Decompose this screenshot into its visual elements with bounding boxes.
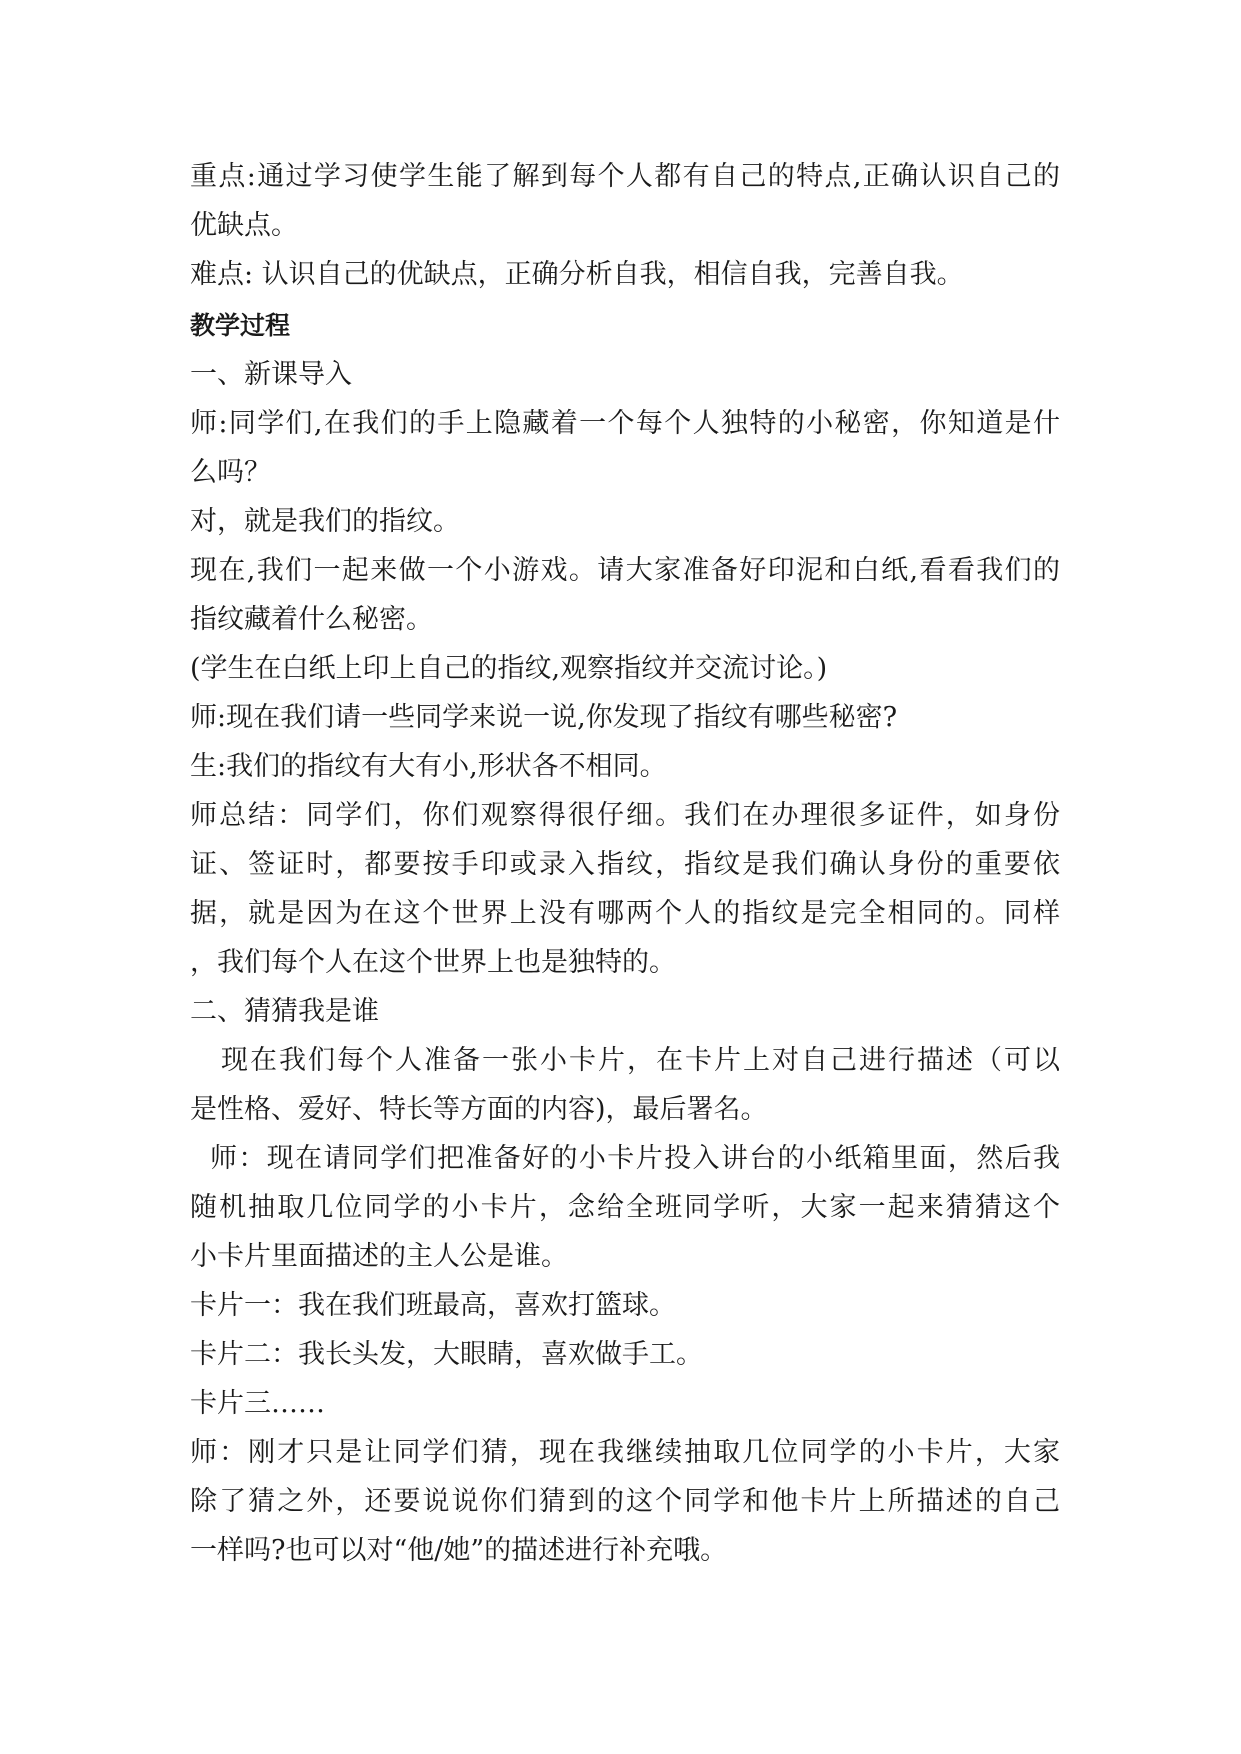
document-page xyxy=(190,152,1060,1575)
focus-text-line-2: 优缺点。 xyxy=(190,210,298,241)
paragraph-line: 小卡片里面描述的主人公是谁。 xyxy=(190,1241,568,1272)
difficulty-text: 难点: 认识自己的优缺点，正确分析自我，相信自我，完善自我。 xyxy=(190,259,964,290)
paragraph-line: 除了猜之外，还要说说你们猜到的这个同学和他卡片上所描述的自己 xyxy=(190,1486,1060,1517)
focus-text-line-1: 重点:通过学习使学生能了解到每个人都有自己的特点,正确认识自己的 xyxy=(190,161,1060,192)
paragraph-line: 么吗？ xyxy=(190,457,271,488)
paragraph-line: 师总结：同学们，你们观察得很仔细。我们在办理很多证件，如身份 xyxy=(190,800,1060,831)
paragraph-line: 师:现在我们请一些同学来说一说,你发现了指纹有哪些秘密? xyxy=(190,702,898,733)
paragraph-line: 师:同学们,在我们的手上隐藏着一个每个人独特的小秘密，你知道是什 xyxy=(190,408,1060,439)
paragraph-line: ，我们每个人在这个世界上也是独特的。 xyxy=(190,947,676,978)
section-heading-teaching-process: 教学过程 xyxy=(190,311,291,340)
subsection-heading-1: 一、新课导入 xyxy=(190,359,352,390)
paragraph-line: 一样吗?也可以对“他/她”的描述进行补充哦。 xyxy=(190,1535,728,1566)
card-two-line: 卡片二：我长头发，大眼睛，喜欢做手工。 xyxy=(190,1339,703,1370)
card-one-line: 卡片一：我在我们班最高，喜欢打篮球。 xyxy=(190,1290,676,1321)
paragraph-line: 证、签证时，都要按手印或录入指纹，指纹是我们确认身份的重要依 xyxy=(190,849,1060,880)
card-three-line: 卡片三…… xyxy=(190,1388,325,1419)
paragraph-line: 生:我们的指纹有大有小,形状各不相同。 xyxy=(190,751,667,782)
paragraph-line: 现在我们每个人准备一张小卡片，在卡片上对自己进行描述（可以 xyxy=(221,1045,1060,1076)
paragraph-line: 对，就是我们的指纹。 xyxy=(190,506,460,537)
paragraph-line: 师：刚才只是让同学们猜，现在我继续抽取几位同学的小卡片，大家 xyxy=(190,1437,1060,1468)
paragraph-line: 据，就是因为在这个世界上没有哪两个人的指纹是完全相同的。同样 xyxy=(190,898,1060,929)
paragraph-line: 是性格、爱好、特长等方面的内容)，最后署名。 xyxy=(190,1094,768,1125)
paragraph-line: (学生在白纸上印上自己的指纹,观察指纹并交流讨论。) xyxy=(190,653,828,684)
paragraph-line: 师：现在请同学们把准备好的小卡片投入讲台的小纸箱里面，然后我 xyxy=(210,1143,1060,1174)
paragraph-line: 随机抽取几位同学的小卡片，念给全班同学听，大家一起来猜猜这个 xyxy=(190,1192,1060,1223)
paragraph-line: 现在,我们一起来做一个小游戏。请大家准备好印泥和白纸,看看我们的 xyxy=(190,555,1060,586)
subsection-heading-2: 二、猜猜我是谁 xyxy=(190,996,379,1027)
paragraph-line: 指纹藏着什么秘密。 xyxy=(190,604,433,635)
